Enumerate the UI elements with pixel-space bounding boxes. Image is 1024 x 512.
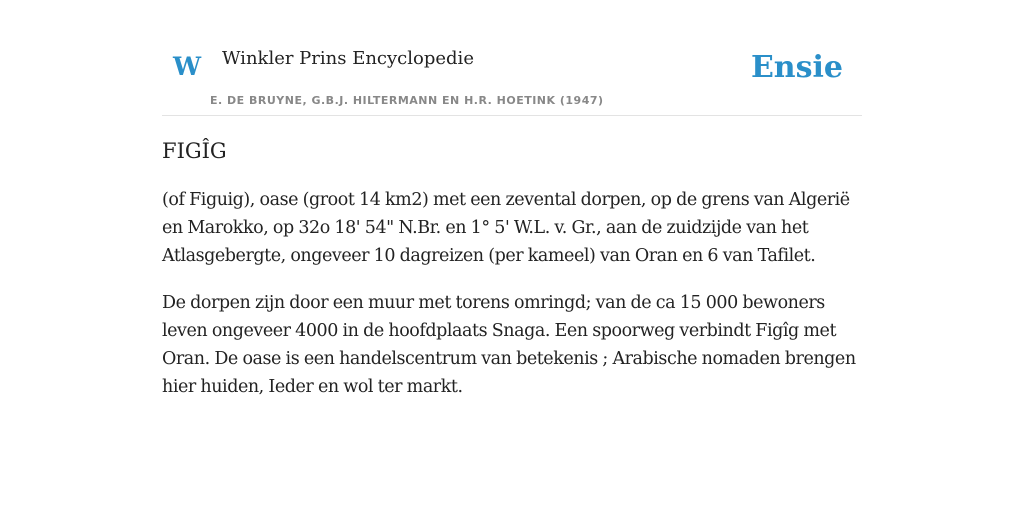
entry-paragraph: (of Figuig), oase (groot 14 km2) met een zevental dorpen, op de grens van Algerië en Marokko, op 32o 18' 54" N.Br. en 1° 5' W.L. v. Gr., aan de zuidzijde van het Atlasgebergte, ongeveer 10 dagreizen (per kameel) van Oran en 6 van Tafilet. — [162, 190, 850, 267]
encyclopedia-logo-icon[interactable]: W — [173, 52, 202, 81]
entry-paragraph: De dorpen zijn door een muur met torens omringd; van de ca 15 000 bewoners leven ongeveer 4000 in de hoofdplaats Snaga. Een spoorweg verbindt Figîg met Oran. De oase is een handelscentrum van betekenis ; Arabische nomaden brengen hier huiden, Ieder en wol ter markt. — [162, 293, 856, 398]
header — [162, 40, 862, 116]
entry-title: FIGÎG — [162, 139, 227, 163]
entry-content — [162, 138, 862, 420]
encyclopedia-title[interactable]: Winkler Prins Encyclopedie — [222, 48, 474, 69]
authors-line: E. DE BRUYNE, G.B.J. HILTERMANN EN H.R. HOETINK (1947) — [210, 94, 604, 107]
ensie-logo-link[interactable]: Ensie — [750, 50, 843, 85]
